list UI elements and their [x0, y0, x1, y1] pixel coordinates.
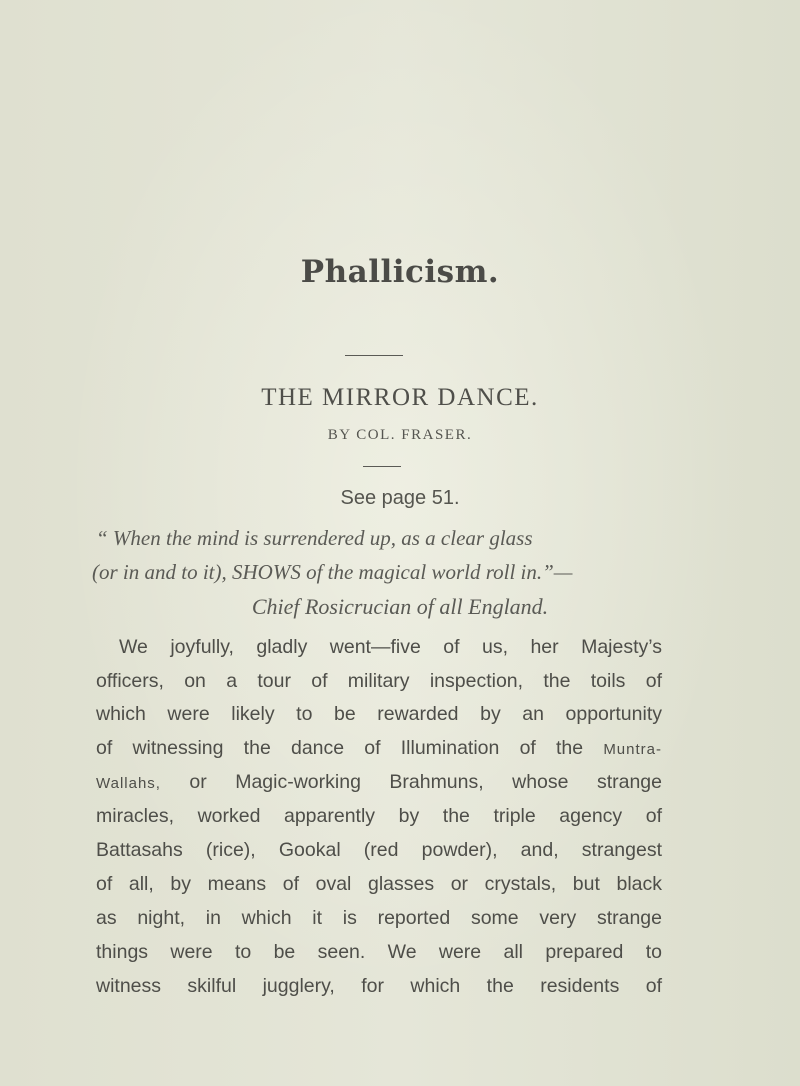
body-line-3: which were likely to be rewarded by an opportunity — [96, 703, 662, 725]
small-caps-wallahs: Wallahs, — [96, 775, 161, 792]
small-caps-muntra: Muntra- — [603, 741, 662, 758]
body-line-7: Battasahs (rice), Gookal (red powder), and, strangest — [96, 839, 662, 861]
epigraph-line-2: (or in and to it), SHOWS of the magical world roll in.”— — [92, 560, 573, 584]
epigraph-line-1: “ When the mind is surrendered up, as a clear glass — [96, 526, 533, 550]
body-line-11: witness skilful jugglery, for which the residents of — [96, 975, 662, 997]
body-line-8: of all, by means of oval glasses or crystals, but black — [96, 873, 662, 895]
blackletter-heading: Phallicism. — [300, 254, 500, 290]
body-line-1: We joyfully, gladly went—five of us, her Majesty’s — [119, 636, 662, 658]
body-line-4 — [96, 737, 662, 760]
body-line-6: miracles, worked apparently by the triple agency of — [96, 805, 662, 827]
chapter-title: THE MIRROR DANCE. — [261, 384, 539, 411]
divider-rule-top — [345, 355, 403, 356]
body-line-5-text: or Magic-working Brahmuns, whose strange — [160, 771, 662, 793]
epigraph-attribution: Chief Rosicrucian of all England. — [251, 594, 549, 619]
author-byline: BY COL. FRASER. — [327, 427, 473, 443]
body-line-9: as night, in which it is reported some very strange — [96, 907, 662, 929]
page-reference: See page 51. — [340, 487, 460, 509]
body-line-10: things were to be seen. We were all prepared to — [96, 941, 662, 963]
divider-rule-bottom — [363, 466, 401, 467]
body-line-5 — [96, 771, 662, 794]
body-line-2: officers, on a tour of military inspection, the toils of — [96, 670, 662, 692]
body-line-4-text: of witnessing the dance of Illumination of the — [96, 737, 604, 759]
